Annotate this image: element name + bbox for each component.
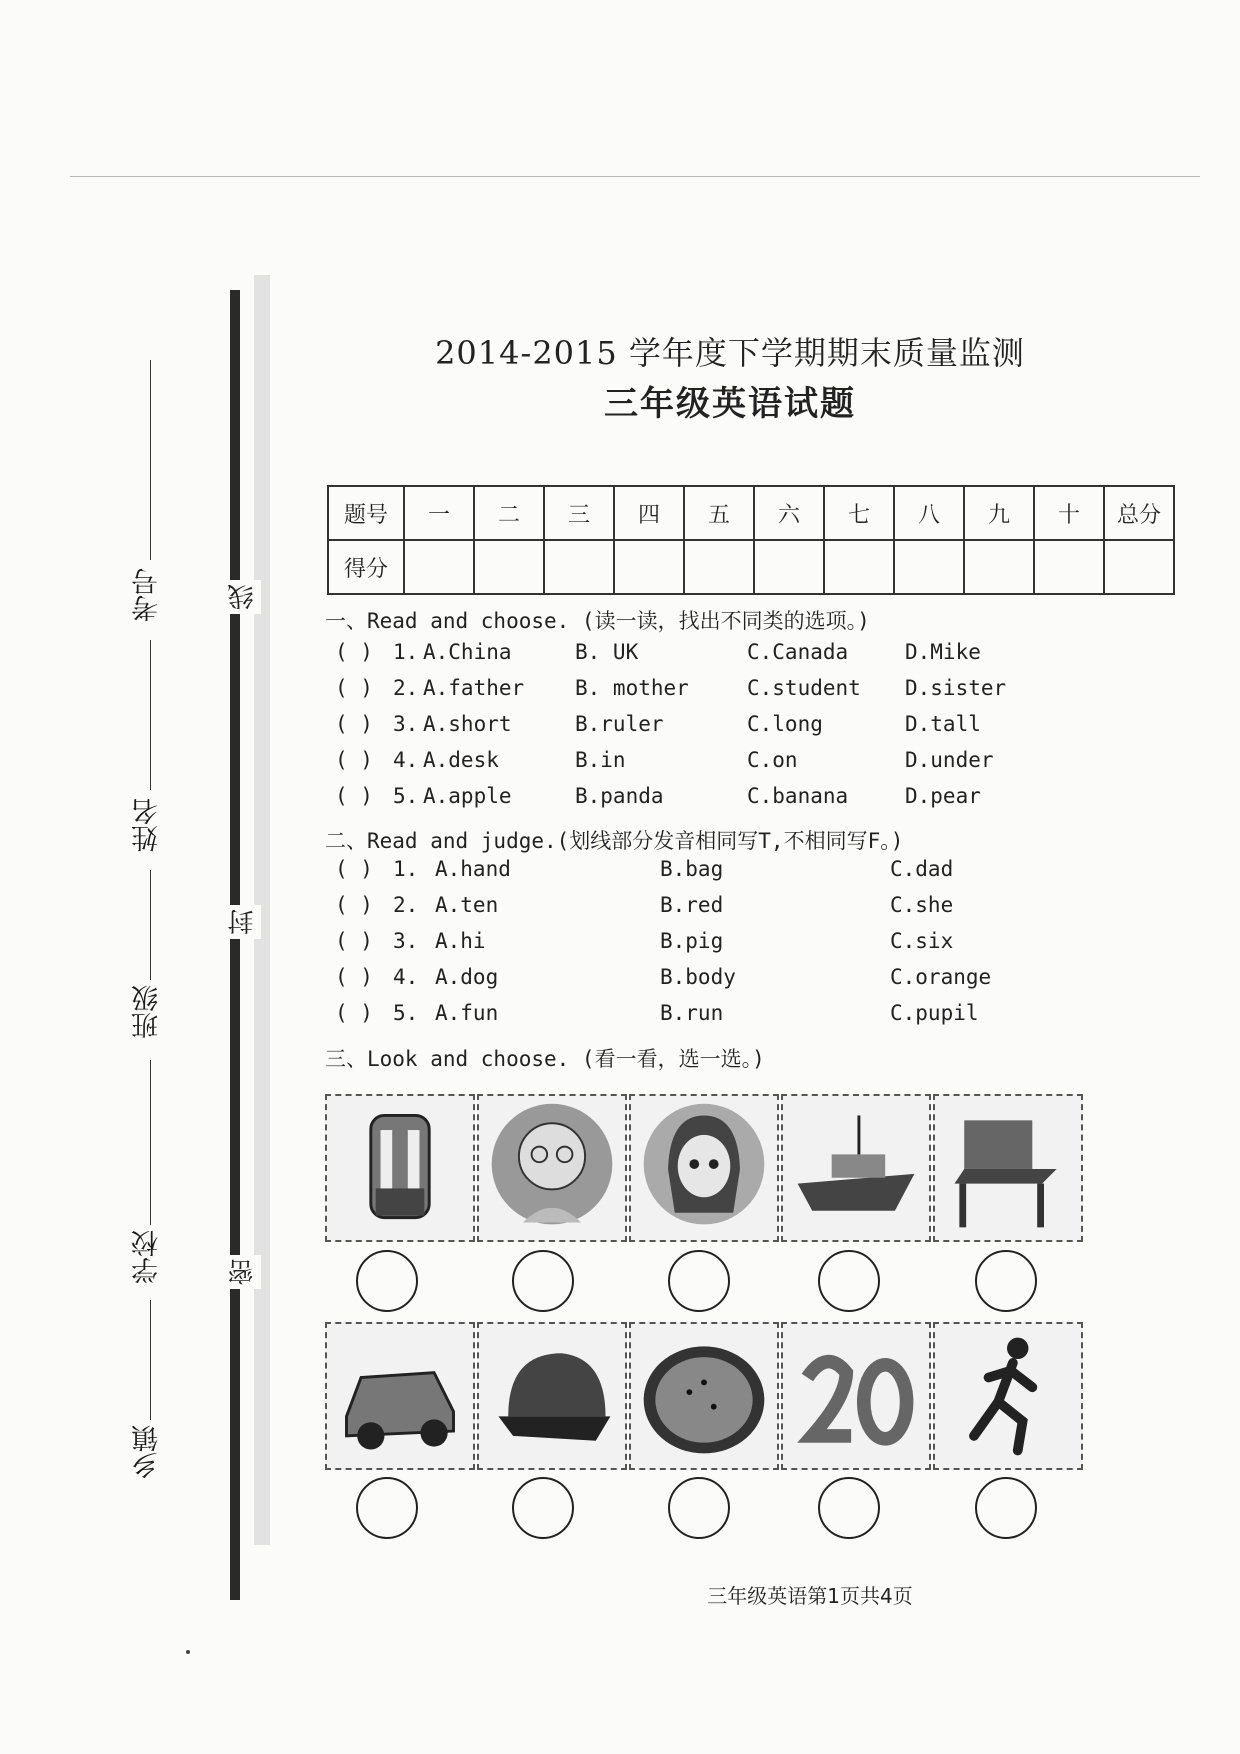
section2-item <box>335 965 1055 995</box>
answer-circle[interactable] <box>975 1250 1037 1312</box>
option-d: D.pear <box>905 784 981 808</box>
score-cell[interactable] <box>684 540 754 594</box>
answer-blank[interactable]: ( ) <box>335 676 373 700</box>
picture-backpack <box>325 1094 475 1242</box>
item-number: 4. <box>393 965 419 989</box>
section1-item <box>335 748 1055 778</box>
cell-q1: 一 <box>404 486 474 540</box>
option-c: C.pupil <box>890 1001 979 1025</box>
answer-blank[interactable]: ( ) <box>335 1001 373 1025</box>
cap-icon <box>479 1324 625 1468</box>
section2-item <box>335 929 1055 959</box>
option-a: A.China <box>423 640 512 664</box>
picture-number-20 <box>781 1322 931 1470</box>
option-b: B.in <box>575 748 626 772</box>
girl-icon <box>631 1096 777 1240</box>
option-b: B.red <box>660 893 724 917</box>
score-cell[interactable] <box>544 540 614 594</box>
option-c: C.orange <box>890 965 992 989</box>
item-number: 2. <box>393 893 419 917</box>
answer-circle[interactable] <box>512 1477 574 1539</box>
runner-icon <box>935 1324 1081 1468</box>
cell-q4: 四 <box>614 486 684 540</box>
option-b: B. mother <box>575 676 689 700</box>
option-a: A.fun <box>435 1001 499 1025</box>
cell-q7: 七 <box>824 486 894 540</box>
grandma-icon <box>479 1096 625 1240</box>
option-d: D.tall <box>905 712 981 736</box>
picture-car <box>325 1322 475 1470</box>
answer-blank[interactable]: ( ) <box>335 857 373 881</box>
label-class: 班级 <box>132 985 163 1039</box>
answer-circle[interactable] <box>668 1477 730 1539</box>
item-number: 3. <box>393 929 419 953</box>
label-exam-number: 考号 <box>132 568 163 622</box>
option-d: D.sister <box>905 676 1007 700</box>
option-b: B.ruler <box>575 712 664 736</box>
option-c: C.she <box>890 893 954 917</box>
score-cell[interactable] <box>964 540 1034 594</box>
score-header-row <box>328 486 1174 540</box>
option-c: C.six <box>890 929 954 953</box>
score-cell[interactable] <box>894 540 964 594</box>
option-c: C.dad <box>890 857 954 881</box>
cell-question-no: 题号 <box>328 486 404 540</box>
answer-blank[interactable]: ( ) <box>335 784 373 808</box>
cell-q2: 二 <box>474 486 544 540</box>
cell-q6: 六 <box>754 486 824 540</box>
option-b: B.body <box>660 965 736 989</box>
cell-q3: 三 <box>544 486 614 540</box>
item-number: 5. <box>393 784 419 808</box>
page-title: 2014-2015 学年度下学期期末质量监测 <box>435 334 1025 372</box>
section1-item <box>335 712 1055 742</box>
picture-chair <box>933 1094 1083 1242</box>
blank-town <box>150 1300 151 1420</box>
option-b: B. UK <box>575 640 639 664</box>
car-icon <box>327 1324 473 1468</box>
picture-girl <box>629 1094 779 1242</box>
watermelon-icon <box>631 1324 777 1468</box>
answer-circle[interactable] <box>356 1477 418 1539</box>
backpack-icon <box>327 1096 473 1240</box>
score-cell[interactable] <box>404 540 474 594</box>
picture-ship <box>781 1094 931 1242</box>
answer-circle[interactable] <box>818 1477 880 1539</box>
answer-blank[interactable]: ( ) <box>335 748 373 772</box>
cell-q10: 十 <box>1034 486 1104 540</box>
answer-blank[interactable]: ( ) <box>335 965 373 989</box>
option-c: C.student <box>747 676 861 700</box>
option-d: D.under <box>905 748 994 772</box>
picture-row-2 <box>325 1322 1080 1470</box>
ship-icon <box>783 1096 929 1240</box>
item-number: 4. <box>393 748 419 772</box>
section1-item <box>335 676 1055 706</box>
label-town: 乡镇 <box>132 1425 163 1479</box>
option-d: D.Mike <box>905 640 981 664</box>
option-a: A.hand <box>435 857 511 881</box>
score-row <box>328 540 1174 594</box>
seal-line: 线 <box>224 580 261 614</box>
answer-blank[interactable]: ( ) <box>335 640 373 664</box>
stray-dot <box>186 1650 190 1654</box>
cell-q8: 八 <box>894 486 964 540</box>
cell-score-label: 得分 <box>328 540 404 594</box>
picture-row-1 <box>325 1094 1080 1242</box>
number-20-icon <box>783 1324 929 1468</box>
binding-bar <box>230 290 240 1600</box>
score-cell[interactable] <box>824 540 894 594</box>
answer-circle[interactable] <box>356 1250 418 1312</box>
score-cell[interactable] <box>1034 540 1104 594</box>
option-a: A.father <box>423 676 525 700</box>
picture-runner <box>933 1322 1083 1470</box>
blank-exam-number <box>150 360 151 560</box>
answer-blank[interactable]: ( ) <box>335 712 373 736</box>
picture-cap <box>477 1322 627 1470</box>
label-name: 姓名 <box>132 798 163 852</box>
section2-item <box>335 1001 1055 1031</box>
option-a: A.dog <box>435 965 499 989</box>
score-table <box>327 485 1175 595</box>
section1-item <box>335 640 1055 670</box>
section2-item <box>335 893 1055 923</box>
item-number: 1. <box>393 640 419 664</box>
item-number: 5. <box>393 1001 419 1025</box>
section2-heading: 二、Read and judge.(划线部分发音相同写T,不相同写F。) <box>325 829 904 853</box>
picture-watermelon <box>629 1322 779 1470</box>
option-c: C.banana <box>747 784 849 808</box>
option-c: C.Canada <box>747 640 849 664</box>
answer-circle[interactable] <box>818 1250 880 1312</box>
score-cell[interactable] <box>754 540 824 594</box>
option-a: A.desk <box>423 748 499 772</box>
seal-secret: 密 <box>224 1255 261 1289</box>
item-number: 1. <box>393 857 419 881</box>
section2-item <box>335 857 1055 887</box>
option-a: A.short <box>423 712 512 736</box>
option-a: A.ten <box>435 893 499 917</box>
score-cell[interactable] <box>474 540 544 594</box>
section1-heading: 一、Read and choose. (读一读，找出不同类的选项。) <box>325 609 870 633</box>
cell-q9: 九 <box>964 486 1034 540</box>
cell-total: 总分 <box>1104 486 1174 540</box>
section1-item <box>335 784 1055 814</box>
option-c: C.on <box>747 748 798 772</box>
blank-name <box>150 640 151 790</box>
option-b: B.bag <box>660 857 724 881</box>
score-cell[interactable] <box>614 540 684 594</box>
option-c: C.long <box>747 712 823 736</box>
section3-heading: 三、Look and choose. (看一看，选一选。) <box>325 1047 765 1071</box>
top-rule <box>70 176 1200 177</box>
answer-circle[interactable] <box>668 1250 730 1312</box>
page-footer: 三年级英语第1页共4页 <box>707 1584 913 1608</box>
item-number: 2. <box>393 676 419 700</box>
label-school: 学校 <box>132 1230 163 1284</box>
option-a: A.apple <box>423 784 512 808</box>
answer-blank[interactable]: ( ) <box>335 929 373 953</box>
answer-blank[interactable]: ( ) <box>335 893 373 917</box>
answer-circle[interactable] <box>975 1477 1037 1539</box>
chair-icon <box>935 1096 1081 1240</box>
picture-grandma <box>477 1094 627 1242</box>
blank-class <box>150 870 151 980</box>
option-a: A.hi <box>435 929 486 953</box>
answer-circle[interactable] <box>512 1250 574 1312</box>
blank-school <box>150 1060 151 1225</box>
item-number: 3. <box>393 712 419 736</box>
seal-seal: 封 <box>224 905 261 939</box>
page-subtitle: 三年级英语试题 <box>604 384 856 424</box>
option-b: B.panda <box>575 784 664 808</box>
option-b: B.run <box>660 1001 724 1025</box>
score-cell[interactable] <box>1104 540 1174 594</box>
option-b: B.pig <box>660 929 724 953</box>
cell-q5: 五 <box>684 486 754 540</box>
